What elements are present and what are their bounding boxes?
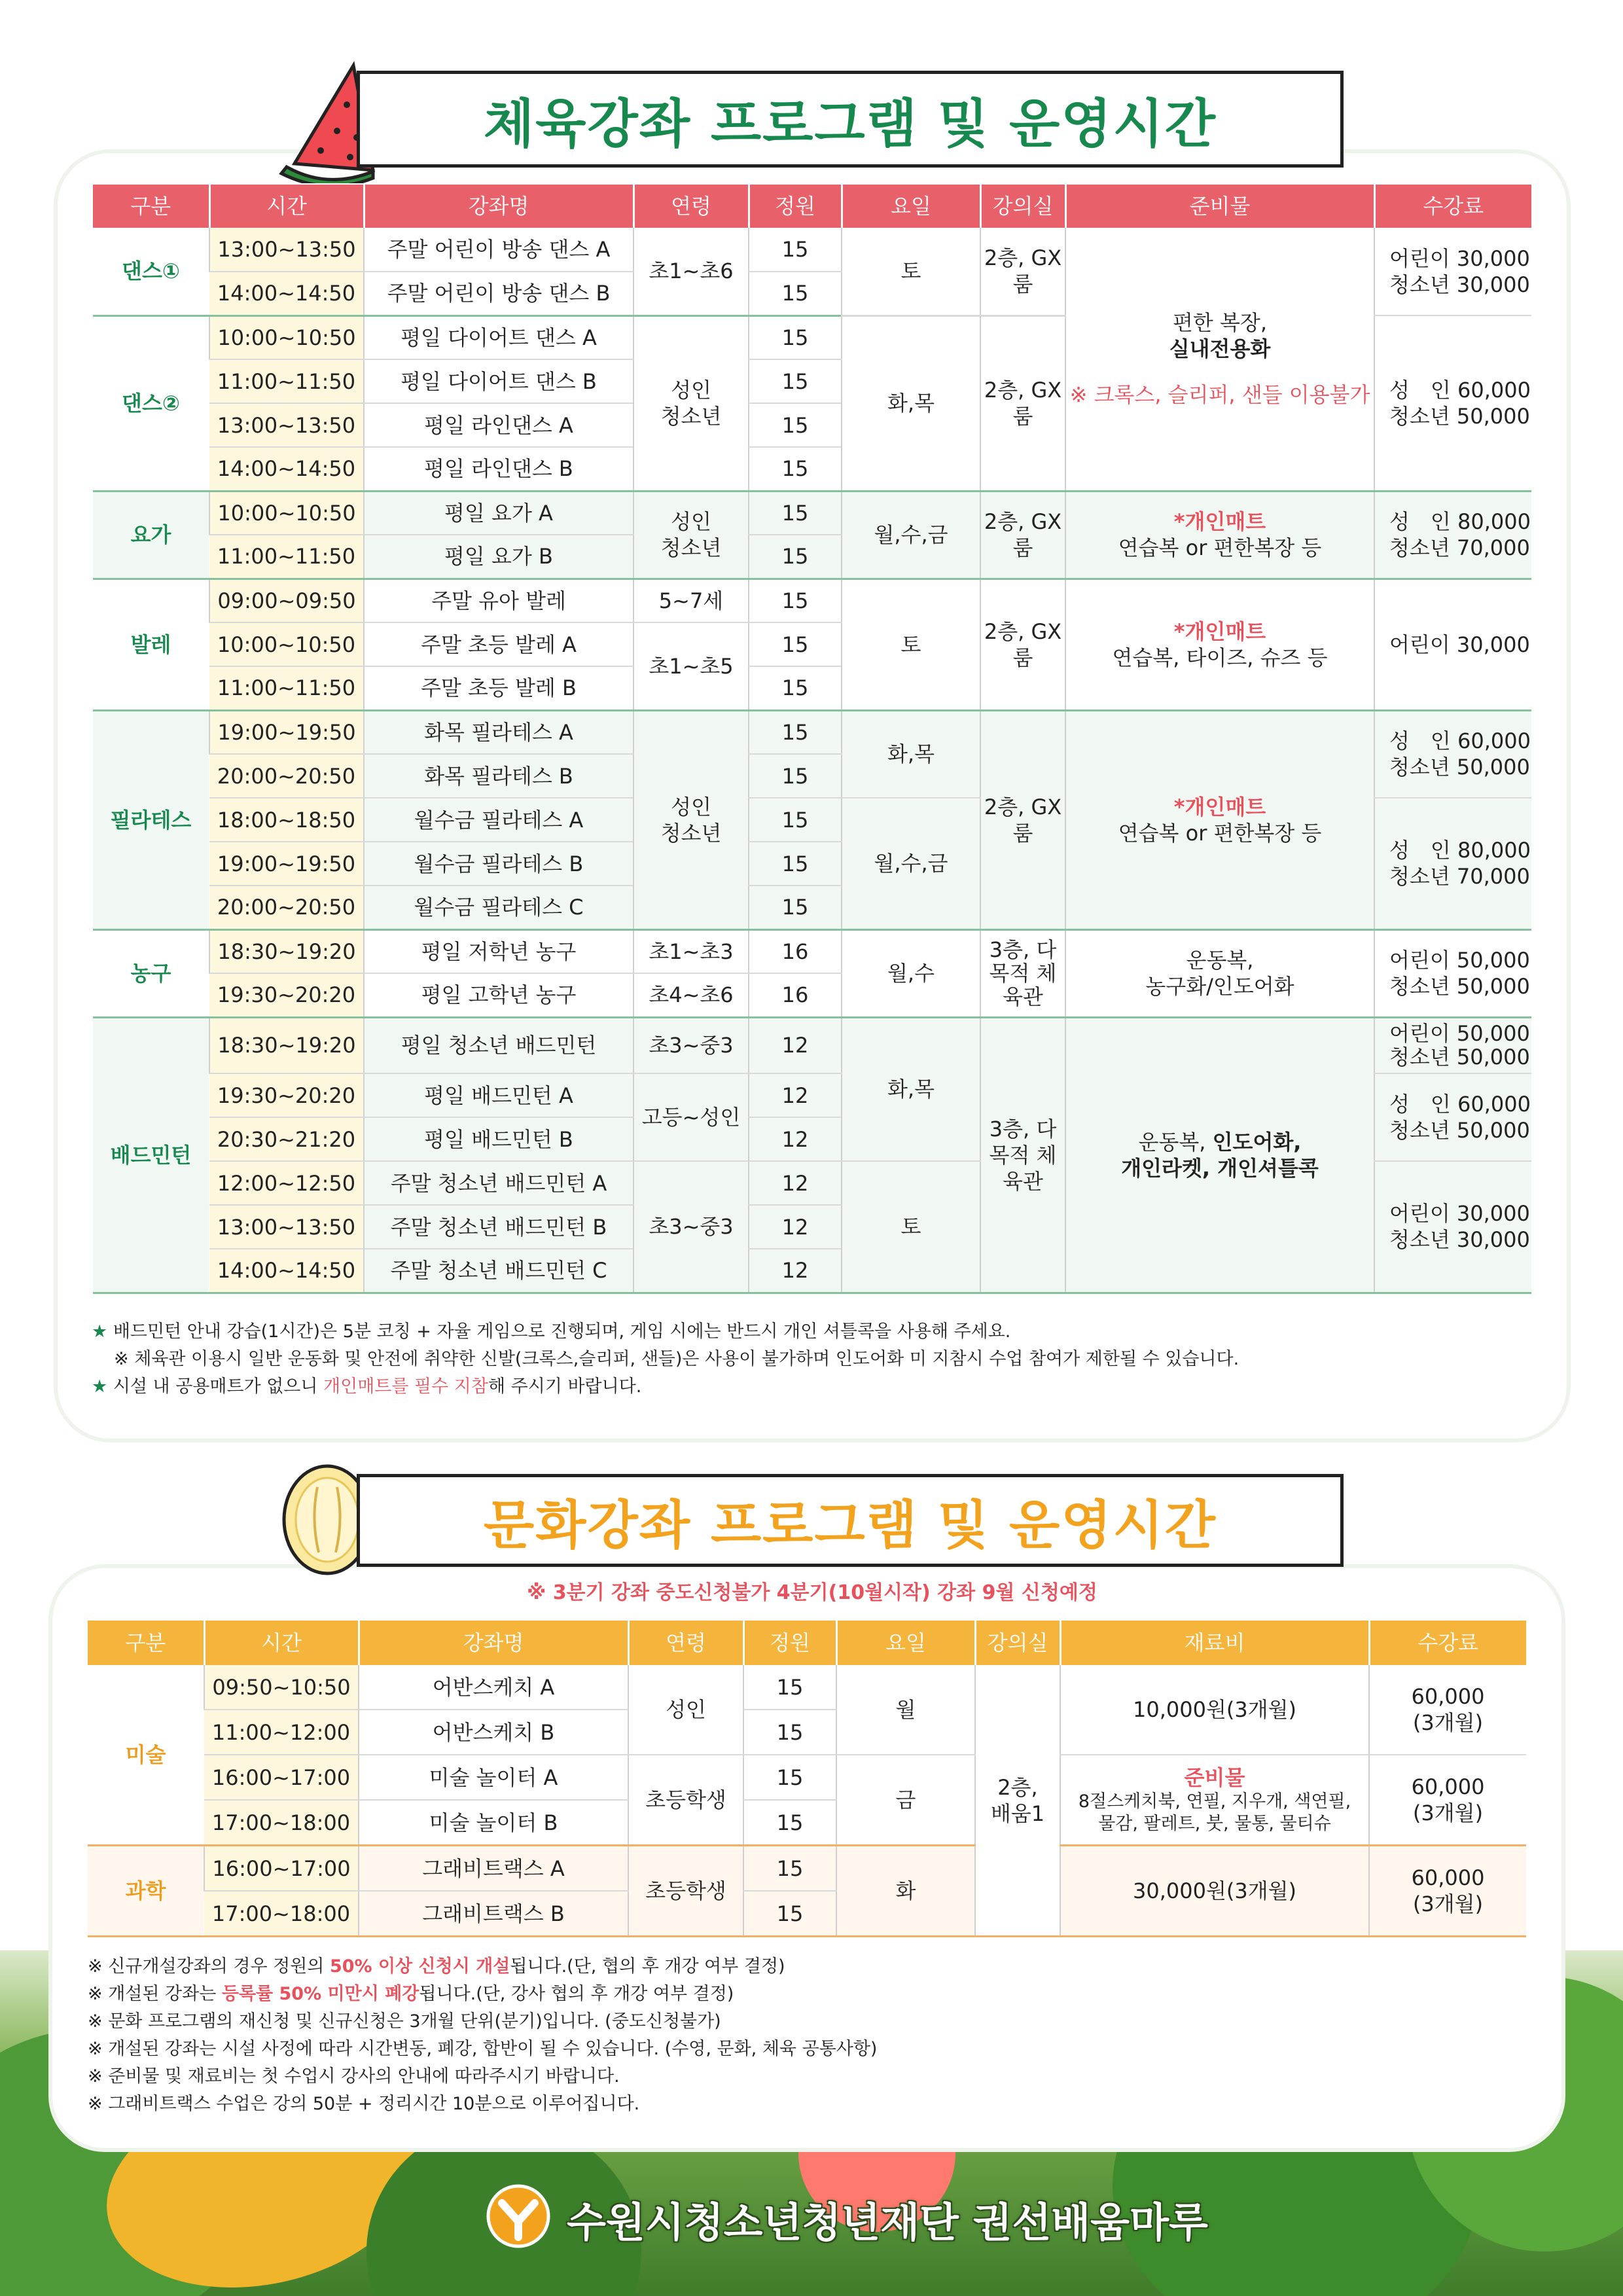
time-cell: 09:00~09:50 — [209, 579, 364, 622]
capacity-cell: 15 — [749, 886, 842, 929]
header-room: 강의실 — [980, 185, 1065, 228]
header-course: 강좌명 — [364, 185, 633, 228]
foundation-logo-icon — [486, 2183, 551, 2249]
age-cell: 초등학생 — [628, 1755, 743, 1846]
header-category: 구분 — [93, 185, 209, 228]
capacity-cell: 15 — [749, 447, 842, 491]
course-name: 주말 어린이 방송 댄스 A — [364, 228, 633, 272]
time-cell: 11:00~11:50 — [209, 666, 364, 710]
room-text: 3층, 다목적 체육관 — [989, 1116, 1057, 1194]
category-basketball: 농구 — [93, 929, 209, 1017]
capacity-cell: 15 — [743, 1710, 836, 1755]
age-cell: 고등~성인 — [633, 1073, 749, 1161]
day-cell: 화,목 — [842, 1017, 980, 1161]
time-cell: 13:00~13:50 — [209, 1205, 364, 1249]
fee-cell: 어린이 50,000 청소년 50,000 — [1374, 929, 1531, 1017]
day-cell: 월 — [836, 1665, 975, 1755]
room-text: 2층, GX룸 — [984, 509, 1062, 560]
capacity-cell: 15 — [749, 491, 842, 535]
note-highlight: 50% 이상 신청시 개설 — [329, 1956, 510, 1977]
room-cell — [980, 228, 1065, 315]
day-cell: 토 — [842, 1161, 980, 1293]
supplies-line: 연습복 or 편한복장 등 — [1118, 535, 1322, 560]
course-name: 주말 유아 발레 — [364, 579, 633, 622]
course-name: 평일 다이어트 댄스 B — [364, 359, 633, 403]
time-cell: 17:00~18:00 — [204, 1800, 359, 1846]
header-age: 연령 — [628, 1621, 743, 1665]
time-cell: 19:00~19:50 — [209, 842, 364, 886]
room-cell — [980, 1017, 1065, 1293]
course-name: 평일 라인댄스 A — [364, 403, 633, 447]
table-row — [93, 228, 1531, 272]
time-cell: 17:00~18:00 — [204, 1891, 359, 1937]
fee-cell: 어린이 30,000 — [1374, 579, 1531, 710]
day-cell: 토 — [842, 228, 980, 315]
day-cell: 월,수,금 — [842, 491, 980, 579]
time-cell: 16:00~17:00 — [204, 1846, 359, 1892]
header-category: 구분 — [88, 1621, 204, 1665]
material-fee-cell: 30,000원(3개월) — [1060, 1846, 1369, 1937]
table-row — [88, 1665, 1526, 1710]
capacity-cell: 15 — [749, 666, 842, 710]
time-cell: 18:30~19:20 — [209, 929, 364, 973]
table-row — [93, 710, 1531, 754]
course-name: 주말 초등 발레 A — [364, 622, 633, 666]
course-name: 주말 청소년 배드민턴 A — [364, 1161, 633, 1205]
day-cell: 토 — [842, 579, 980, 710]
capacity-cell: 12 — [749, 1117, 842, 1161]
time-cell: 20:00~20:50 — [209, 886, 364, 929]
capacity-cell: 15 — [749, 622, 842, 666]
note-highlight: 등록률 50% 미만시 폐강 — [221, 1984, 419, 2004]
day-cell: 월,수 — [842, 929, 980, 1017]
note-highlight: 개인매트를 필수 지참 — [323, 1376, 488, 1397]
course-name: 평일 고학년 농구 — [364, 973, 633, 1017]
header-supplies: 준비물 — [1065, 185, 1374, 228]
day-cell: 화 — [836, 1846, 975, 1937]
fee-cell: 어린이 30,000 청소년 30,000 — [1374, 228, 1531, 315]
course-name: 주말 어린이 방송 댄스 B — [364, 272, 633, 315]
capacity-cell: 15 — [749, 315, 842, 359]
category-pilates: 필라테스 — [93, 710, 209, 929]
day-cell: 금 — [836, 1755, 975, 1846]
note-line: ※ 그래비트랙스 수업은 강의 50분 + 정리시간 10분으로 이루어집니다. — [88, 2094, 640, 2114]
age-cell: 초1~초3 — [633, 929, 749, 973]
capacity-cell: 15 — [749, 710, 842, 754]
sports-schedule-table — [93, 185, 1531, 1294]
time-cell: 10:00~10:50 — [209, 315, 364, 359]
room-cell: 2층, 배움1 — [975, 1665, 1060, 1937]
course-name: 월수금 필라테스 A — [364, 798, 633, 842]
capacity-cell: 15 — [743, 1891, 836, 1937]
age-cell: 성인 청소년 — [633, 491, 749, 579]
culture-notice: ※ 3분기 강좌 중도신청불가 4분기(10월시작) 강좌 9월 신청예정 — [527, 1581, 1097, 1604]
note-text: ※ 개설된 강좌는 — [88, 1984, 222, 2004]
room-cell — [980, 579, 1065, 710]
room-cell — [980, 929, 1065, 1017]
culture-schedule-table — [88, 1621, 1526, 1937]
time-cell: 13:00~13:50 — [209, 228, 364, 272]
age-cell: 성인 청소년 — [633, 315, 749, 491]
note-line: ※ 개설된 강좌는 시설 사정에 따라 시간변동, 폐강, 합반이 될 수 있습니다. (수영, 문화, 체육 공통사항) — [88, 2039, 878, 2059]
supplies-title: 준비물 — [1184, 1765, 1245, 1790]
note-line: ※ 문화 프로그램의 재신청 및 신규신청은 3개월 단위(분기)입니다. (중도신청불가) — [88, 2011, 721, 2032]
capacity-cell: 15 — [749, 359, 842, 403]
category-dance1: 댄스① — [93, 228, 209, 315]
supplies-indoor-shoes: 인도어화, — [1212, 1129, 1302, 1155]
ballet-supplies — [1065, 579, 1374, 710]
footer-organization: 수원시청소년청년재단 권선배움마루 — [567, 2198, 1208, 2246]
table-row — [93, 491, 1531, 535]
course-name: 월수금 필라테스 B — [364, 842, 633, 886]
note-line: ※ 준비물 및 재료비는 첫 수업시 강사의 안내에 따라주시기 바랍니다. — [88, 2066, 620, 2087]
note-line — [88, 1953, 1527, 1981]
capacity-cell: 12 — [749, 1249, 842, 1293]
header-capacity: 정원 — [749, 185, 842, 228]
course-name: 월수금 필라테스 C — [364, 886, 633, 929]
course-name: 평일 다이어트 댄스 A — [364, 315, 633, 359]
note-text: 해 주시기 바랍니다. — [488, 1376, 642, 1397]
time-cell: 11:00~11:50 — [209, 359, 364, 403]
time-cell: 14:00~14:50 — [209, 272, 364, 315]
capacity-cell: 15 — [749, 579, 842, 622]
category-ballet: 발레 — [93, 579, 209, 710]
time-cell: 18:30~19:20 — [209, 1017, 364, 1073]
time-cell: 10:00~10:50 — [209, 491, 364, 535]
note-text: 됩니다.(단, 협의 후 개강 여부 결정) — [510, 1956, 785, 1977]
capacity-cell: 15 — [749, 798, 842, 842]
time-cell: 11:00~12:00 — [204, 1710, 359, 1755]
fee-cell: 어린이 30,000 청소년 30,000 — [1374, 1161, 1531, 1293]
culture-title: 문화강좌 프로그램 및 운영시간 — [357, 1474, 1344, 1567]
supplies-mat: *개인매트 — [1173, 794, 1266, 819]
note-text: ※ 신규개설강좌의 경우 정원의 — [88, 1956, 330, 1977]
capacity-cell: 16 — [749, 973, 842, 1017]
time-cell: 16:00~17:00 — [204, 1755, 359, 1800]
course-name: 평일 배드민턴 B — [364, 1117, 633, 1161]
note-line: ※ 체육관 이용시 일반 운동화 및 안전에 취약한 신발(크록스,슬리퍼, 샌들)은 사용이 불가하며 인도어화 미 지참시 수업 참여가 제한될 수 있습니다. — [114, 1349, 1240, 1369]
time-cell: 11:00~11:50 — [209, 535, 364, 579]
course-name: 평일 라인댄스 B — [364, 447, 633, 491]
capacity-cell: 15 — [743, 1846, 836, 1892]
time-cell: 20:30~21:20 — [209, 1117, 364, 1161]
note-line — [92, 1373, 1531, 1401]
header-fee: 수강료 — [1369, 1621, 1526, 1665]
room-text: 2층, GX룸 — [984, 619, 1062, 670]
category-yoga: 요가 — [93, 491, 209, 579]
badminton-supplies — [1065, 1017, 1374, 1293]
capacity-cell: 12 — [749, 1205, 842, 1249]
room-text: 2층, GX룸 — [984, 378, 1062, 429]
course-name: 평일 저학년 농구 — [364, 929, 633, 973]
day-cell: 화,목 — [842, 315, 980, 491]
course-name: 그래비트랙스 B — [359, 1891, 628, 1937]
course-name: 주말 청소년 배드민턴 C — [364, 1249, 633, 1293]
course-name: 그래비트랙스 A — [359, 1846, 628, 1892]
age-cell: 초1~초5 — [633, 622, 749, 710]
supplies-mat: *개인매트 — [1173, 619, 1266, 644]
material-fee-cell: 10,000원(3개월) — [1060, 1665, 1369, 1755]
time-cell: 14:00~14:50 — [209, 1249, 364, 1293]
category-science: 과학 — [88, 1846, 204, 1937]
header-day: 요일 — [842, 185, 980, 228]
capacity-cell: 12 — [749, 1017, 842, 1073]
fee-cell: 성 인 60,000 청소년 50,000 — [1374, 1073, 1531, 1161]
time-cell: 09:50~10:50 — [204, 1665, 359, 1710]
sports-notes — [92, 1318, 1531, 1401]
room-cell — [980, 315, 1065, 491]
course-name: 화목 필라테스 A — [364, 710, 633, 754]
dance-supplies — [1065, 228, 1374, 491]
time-cell: 18:00~18:50 — [209, 798, 364, 842]
supplies-racket: 개인라켓, 개인셔틀콕 — [1121, 1155, 1319, 1181]
header-age: 연령 — [633, 185, 749, 228]
age-cell: 초3~중3 — [633, 1161, 749, 1293]
age-cell: 성인 청소년 — [633, 710, 749, 929]
fee-cell: 성 인 80,000 청소년 70,000 — [1374, 798, 1531, 929]
header-day: 요일 — [836, 1621, 975, 1665]
course-name: 어반스케치 B — [359, 1710, 628, 1755]
day-cell: 화,목 — [842, 710, 980, 798]
supplies-line: 운동복, — [1138, 1129, 1213, 1155]
time-cell: 14:00~14:50 — [209, 447, 364, 491]
time-cell: 20:00~20:50 — [209, 754, 364, 798]
capacity-cell: 15 — [749, 403, 842, 447]
category-badminton: 배드민턴 — [93, 1017, 209, 1293]
capacity-cell: 15 — [743, 1800, 836, 1846]
capacity-cell: 15 — [743, 1665, 836, 1710]
course-name: 평일 배드민턴 A — [364, 1073, 633, 1117]
age-cell: 초4~초6 — [633, 973, 749, 1017]
time-cell: 10:00~10:50 — [209, 622, 364, 666]
age-cell: 초1~초6 — [633, 228, 749, 315]
category-art: 미술 — [88, 1665, 204, 1846]
header-room: 강의실 — [975, 1621, 1060, 1665]
age-cell: 5~7세 — [633, 579, 749, 622]
header-time: 시간 — [204, 1621, 359, 1665]
supplies-mat: *개인매트 — [1173, 509, 1266, 534]
course-name: 화목 필라테스 B — [364, 754, 633, 798]
header-time: 시간 — [209, 185, 364, 228]
time-cell: 19:00~19:50 — [209, 710, 364, 754]
header-course: 강좌명 — [359, 1621, 628, 1665]
fee-cell: 60,000 (3개월) — [1369, 1755, 1526, 1846]
fee-cell: 60,000 (3개월) — [1369, 1665, 1526, 1755]
supplies-warning: ※ 크록스, 슬리퍼, 샌들 이용불가 — [1069, 382, 1370, 408]
culture-notes — [88, 1953, 1527, 2118]
pilates-supplies — [1065, 710, 1374, 929]
time-cell: 19:30~20:20 — [209, 973, 364, 1017]
note-line — [88, 1981, 1527, 2008]
capacity-cell: 15 — [749, 535, 842, 579]
course-name: 어반스케치 A — [359, 1665, 628, 1710]
age-cell: 성인 — [628, 1665, 743, 1755]
room-cell — [980, 710, 1065, 929]
time-cell: 12:00~12:50 — [209, 1161, 364, 1205]
capacity-cell: 15 — [749, 228, 842, 272]
header-material-fee: 재료비 — [1060, 1621, 1369, 1665]
table-row — [93, 579, 1531, 622]
note-line — [92, 1318, 1531, 1346]
supplies-indoor-shoes: 실내전용화 — [1169, 336, 1271, 362]
capacity-cell: 15 — [749, 754, 842, 798]
capacity-cell: 12 — [749, 1073, 842, 1117]
room-text: 2층, GX룸 — [984, 794, 1062, 846]
supplies-line: 연습복 or 편한복장 등 — [1118, 820, 1322, 846]
age-cell: 초3~중3 — [633, 1017, 749, 1073]
capacity-cell: 15 — [749, 842, 842, 886]
yoga-supplies — [1065, 491, 1374, 579]
art-supplies — [1060, 1755, 1369, 1846]
table-row — [88, 1755, 1526, 1800]
table-row — [93, 929, 1531, 973]
course-name: 주말 초등 발레 B — [364, 666, 633, 710]
table-header-row — [93, 185, 1531, 228]
course-name: 미술 놀이터 A — [359, 1755, 628, 1800]
fee-cell: 성 인 60,000 청소년 50,000 — [1374, 315, 1531, 491]
fee-cell: 성 인 60,000 청소년 50,000 — [1374, 710, 1531, 798]
course-name: 미술 놀이터 B — [359, 1800, 628, 1846]
room-text: 3층, 다목적 체육관 — [989, 937, 1057, 1009]
fee-cell: 60,000 (3개월) — [1369, 1846, 1526, 1937]
fee-cell: 어린이 50,000 청소년 50,000 — [1374, 1017, 1531, 1073]
age-cell: 초등학생 — [628, 1846, 743, 1937]
basketball-supplies: 운동복, 농구화/인도어화 — [1065, 929, 1374, 1017]
time-cell: 19:30~20:20 — [209, 1073, 364, 1117]
capacity-cell: 12 — [749, 1161, 842, 1205]
category-dance2: 댄스② — [93, 315, 209, 491]
note-text: 됩니다.(단, 강사 협의 후 개강 여부 결정) — [419, 1984, 734, 2004]
supplies-line: 연습복, 타이즈, 슈즈 등 — [1112, 645, 1328, 670]
note-text: 시설 내 공용매트가 없으니 — [113, 1376, 324, 1397]
note-text: 배드민턴 안내 강습(1시간)은 5분 코칭 + 자율 게임으로 진행되며, 게임 시에는 반드시 개인 셔틀콕을 사용해 주세요. — [113, 1321, 1011, 1342]
star-icon: ★ — [92, 1376, 108, 1397]
time-cell: 13:00~13:50 — [209, 403, 364, 447]
fee-cell: 성 인 80,000 청소년 70,000 — [1374, 491, 1531, 579]
table-row — [88, 1846, 1526, 1892]
course-name: 주말 청소년 배드민턴 B — [364, 1205, 633, 1249]
course-name: 평일 요가 A — [364, 491, 633, 535]
course-name: 평일 요가 B — [364, 535, 633, 579]
capacity-cell: 16 — [749, 929, 842, 973]
day-cell: 월,수,금 — [842, 798, 980, 929]
capacity-cell: 15 — [749, 272, 842, 315]
room-text: 2층, GX룸 — [984, 245, 1062, 297]
table-row — [93, 1017, 1531, 1073]
header-capacity: 정원 — [743, 1621, 836, 1665]
course-name: 평일 청소년 배드민턴 — [364, 1017, 633, 1073]
table-header-row — [88, 1621, 1526, 1665]
header-fee: 수강료 — [1374, 185, 1531, 228]
capacity-cell: 15 — [743, 1755, 836, 1800]
supplies-line: 편한 복장, — [1173, 310, 1267, 336]
sports-title: 체육강좌 프로그램 및 운영시간 — [357, 71, 1344, 168]
star-icon: ★ — [92, 1321, 108, 1342]
supplies-line: 8절스케치북, 연필, 지우개, 색연필, 물감, 팔레트, 붓, 물통, 물티슈 — [1078, 1791, 1351, 1834]
room-cell — [980, 491, 1065, 579]
